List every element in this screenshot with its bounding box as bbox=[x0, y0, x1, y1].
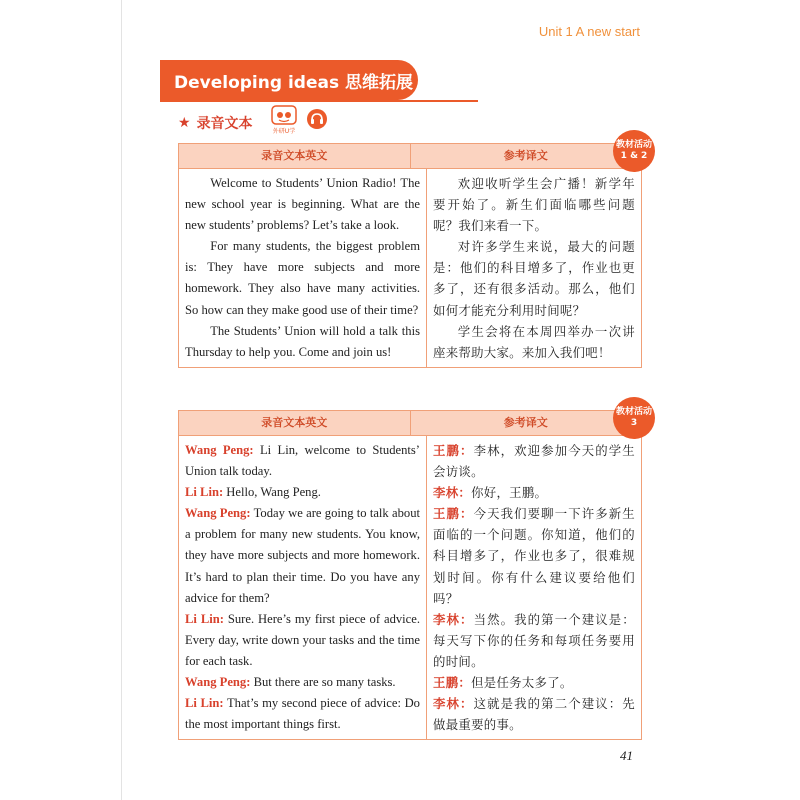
en-paragraph: Welcome to Students’ Union Radio! The new school year is beginning. What are the new students’ problems? Let’s take a look. bbox=[185, 176, 420, 233]
dialogue-text: 当然。我的第一个建议是：每天写下你的任务和每项任务要用的时间。 bbox=[433, 611, 635, 669]
speaker-name: Wang Peng: bbox=[185, 443, 254, 457]
translation-column bbox=[427, 169, 641, 367]
dialogue-text: Li Lin, welcome to Students’ Union talk today. bbox=[185, 443, 420, 479]
dialogue-text: 李林，欢迎参加今天的学生会访谈。 bbox=[433, 443, 635, 480]
english-column bbox=[179, 436, 427, 739]
dialogue-line bbox=[185, 440, 420, 482]
dialogue-line bbox=[185, 609, 420, 672]
en-paragraph: For many students, the biggest problem is: They have more subjects and more homework. They also have many activities. So how can they make good use of their time? bbox=[185, 239, 420, 317]
activity-badge bbox=[613, 130, 655, 172]
en-paragraph: The Students’ Union will hold a talk this Thursday to help you. Come and join us! bbox=[185, 323, 420, 359]
translation-column bbox=[427, 436, 641, 739]
app-label: 外研U学 bbox=[272, 128, 296, 135]
col-header-english: 录音文本英文 bbox=[179, 411, 411, 435]
badge-line: 教材活动 bbox=[615, 407, 652, 417]
dialogue-text: 但是任务太多了。 bbox=[471, 675, 573, 691]
section-title: 录音文本 bbox=[196, 116, 253, 132]
speaker-name: 李林： bbox=[433, 485, 472, 501]
dialogue-line bbox=[433, 482, 635, 503]
transcript-table-2 bbox=[178, 410, 642, 740]
star-icon: ★ bbox=[178, 115, 191, 131]
dialogue-text: Sure. Here’s my first piece of advice. Every day, write down your tasks and the time for each task. bbox=[185, 611, 420, 668]
dialogue-text: Today we are going to talk about a problem for many new students. You know, they have more subjects and more homework. It’s hard to plan their time. Do you have any advice for them? bbox=[185, 506, 420, 605]
speaker-name: Wang Peng: bbox=[185, 675, 251, 690]
speaker-name: Li Lin: bbox=[185, 611, 224, 626]
dialogue-text: That’s my second piece of advice: Do the most important things first. bbox=[185, 696, 420, 732]
banner-title: Developing ideas 思维拓展 bbox=[174, 72, 413, 93]
transcript-table-1 bbox=[178, 143, 642, 368]
speaker-name: 李林： bbox=[433, 696, 474, 712]
dialogue-line bbox=[433, 672, 635, 693]
english-column bbox=[179, 169, 427, 367]
speaker-name: 王鹏： bbox=[433, 506, 474, 522]
dialogue-text: But there are so many tasks. bbox=[250, 675, 396, 690]
speaker-name: 王鹏： bbox=[433, 675, 472, 691]
app-logo-icon[interactable] bbox=[270, 104, 298, 136]
section-heading bbox=[178, 113, 253, 133]
dialogue-text: 今天我们要聊一下许多新生面临的一个问题。你知道，他们的科目增多了，作业也多了，很难规划时间。你有什么建议要给他们吗？ bbox=[433, 506, 635, 606]
dialogue-line bbox=[433, 609, 635, 672]
badge-line: 教材活动 bbox=[615, 140, 652, 150]
dialogue-text: 你好，王鹏。 bbox=[471, 485, 548, 501]
zh-paragraph: 对许多学生来说，最大的问题是：他们的科目增多了，作业也更多了，还有很多活动。那么，他们如何才能充分利用时间呢？ bbox=[433, 239, 635, 318]
banner-underline bbox=[160, 100, 478, 102]
dialogue-line bbox=[185, 693, 420, 735]
table-header bbox=[179, 411, 641, 436]
dialogue-line bbox=[185, 503, 420, 608]
dialogue-line bbox=[433, 693, 635, 735]
col-header-translation: 参考译文 bbox=[503, 416, 548, 429]
badge-line: 1 & 2 bbox=[620, 151, 648, 161]
col-header-english: 录音文本英文 bbox=[179, 144, 411, 168]
zh-paragraph: 学生会将在本周四举办一次讲座来帮助大家。来加入我们吧！ bbox=[433, 323, 635, 360]
speaker-name: Li Lin: bbox=[185, 485, 224, 500]
dialogue-text: 这就是我的第二个建议：先做最重要的事。 bbox=[433, 696, 635, 733]
activity-badge bbox=[613, 397, 655, 439]
badge-line: 3 bbox=[630, 418, 638, 428]
unit-header: Unit 1 A new start bbox=[538, 24, 640, 39]
page-number: 41 bbox=[620, 748, 633, 763]
speaker-name: Li Lin: bbox=[185, 696, 224, 711]
audio-icon[interactable] bbox=[306, 108, 328, 130]
table-header bbox=[179, 144, 641, 169]
speaker-name: Wang Peng: bbox=[185, 506, 251, 521]
dialogue-line bbox=[185, 482, 420, 503]
zh-paragraph: 欢迎收听学生会广播！新学年要开始了。新生们面临哪些问题呢？我们来看一下。 bbox=[433, 176, 635, 234]
speaker-name: 王鹏： bbox=[433, 443, 474, 458]
dialogue-text: Hello, Wang Peng. bbox=[223, 485, 321, 500]
speaker-name: 李林： bbox=[433, 611, 474, 627]
section-banner bbox=[160, 60, 418, 100]
dialogue-line bbox=[185, 672, 420, 693]
dialogue-line bbox=[433, 440, 635, 482]
col-header-translation: 参考译文 bbox=[503, 149, 548, 162]
dialogue-line bbox=[433, 503, 635, 608]
